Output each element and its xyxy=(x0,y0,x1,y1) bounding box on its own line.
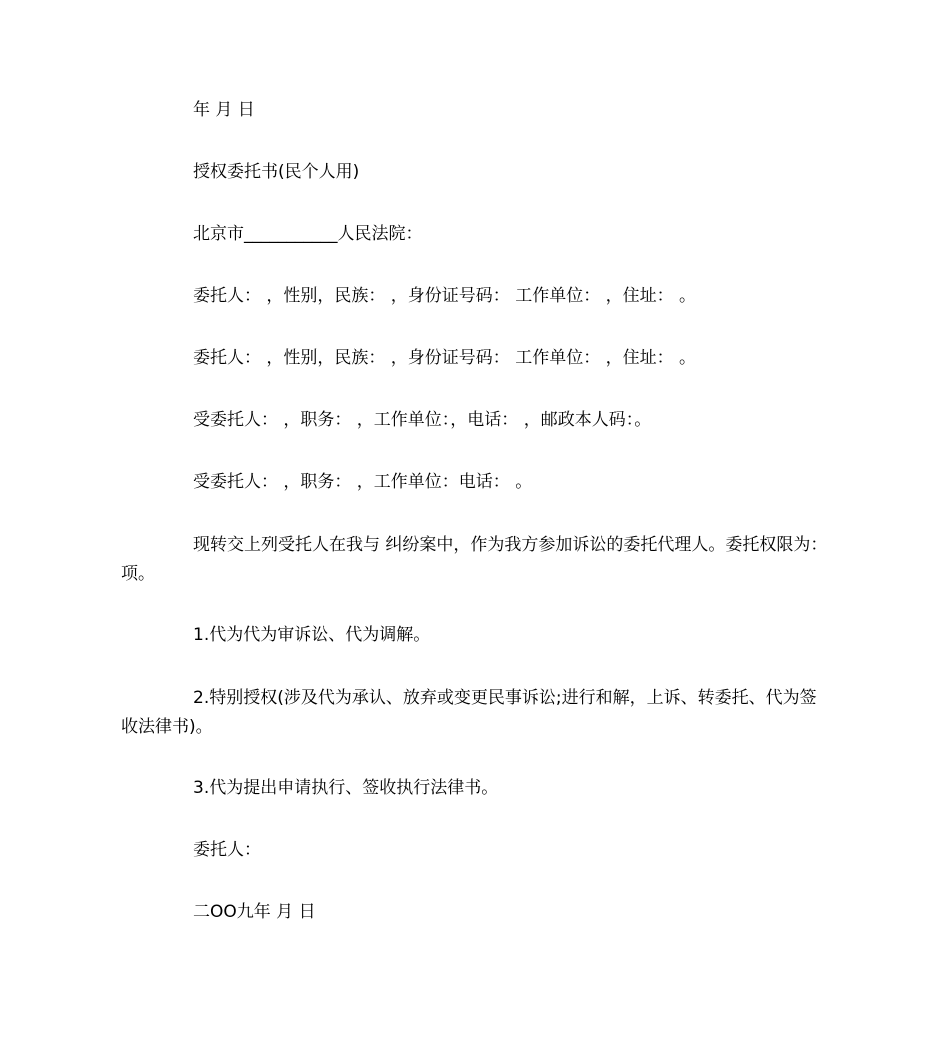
signature-label: 委托人： xyxy=(193,840,261,860)
mandate-item-2: 2.特别授权(涉及代为承认、放弃或变更民事诉讼;进行和解，上诉、转委托、代为签收法律书)。 xyxy=(121,688,817,737)
court-line: 北京市___________人民法院： xyxy=(193,224,423,244)
date-line: 年 月 日 xyxy=(193,100,255,120)
principal-line-1: 委托人： ，性别，民族： ，身份证号码： 工作单位： ，住址： 。 xyxy=(193,286,697,306)
document-title: 授权委托书(民个人用) xyxy=(193,162,360,182)
agent-line-2: 受委托人： ，职务： ，工作单位：电话： 。 xyxy=(193,472,533,492)
mandate-item-3: 3.代为提出申请执行、签收执行法律书。 xyxy=(193,778,499,798)
principal-line-2: 委托人： ，性别，民族： ，身份证号码： 工作单位： ，住址： 。 xyxy=(193,348,697,368)
mandate-paragraph: 现转交上列受托人在我与 纠纷案中，作为我方参加诉讼的委托代理人。委托权限为： 项。 xyxy=(121,535,828,584)
agent-line-1: 受委托人： ，职务： ，工作单位：，电话： ，邮政本人码：。 xyxy=(193,410,652,430)
signature-date: 二OO九年 月 日 xyxy=(193,902,316,922)
mandate-item-1: 1.代为代为审诉讼、代为调解。 xyxy=(193,625,431,645)
